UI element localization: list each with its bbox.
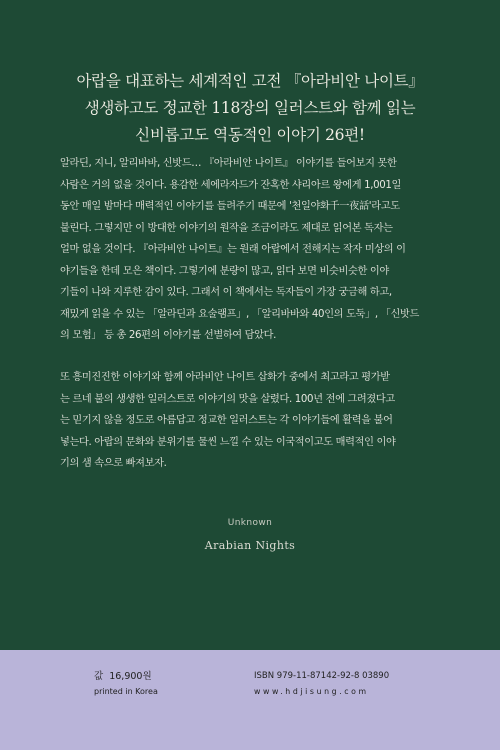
paragraph-line: 는 르네 불의 생생한 일러스트로 이야기의 맛을 살렸다. 100년 전에 그려졌다고: [60, 393, 395, 405]
headline-line-1: 아랍을 대표하는 세계적인 고전 『아라비안 나이트』: [76, 72, 424, 90]
paragraph-line: 기들이 나와 지루한 감이 있다. 그래서 이 책에서는 독자들이 가장 궁금해 하고,: [60, 287, 392, 298]
price-label: 값: [94, 671, 104, 682]
price-value: 16,900원: [109, 671, 152, 682]
paragraph-line: 는 믿기지 않을 정도로 아름답고 정교한 일러스트는 각 이야기들에 활력을 불어: [60, 415, 393, 426]
description-paragraph-2: [60, 367, 440, 475]
headline-line-3: 신비롭고도 역동적인 이야기 26편!: [135, 126, 365, 144]
paragraph-line: 넣는다. 아랍의 문화와 분위기를 물씬 느낄 수 있는 이국적이고도 매력적인 이야: [60, 436, 396, 448]
printed-in-korea: printed in Korea: [94, 687, 158, 696]
paragraph-line: 알라딘, 지니, 알리바바, 신밧드… 『아라비안 나이트』 이야기를 들어보지 못한: [60, 158, 397, 169]
paragraph-line: 불린다. 그렇지만 이 방대한 이야기의 원작을 조금이라도 제대로 읽어본 독자는: [60, 222, 393, 234]
author-name: Unknown: [227, 518, 273, 528]
publisher-url: www.hdjisung.com: [254, 687, 369, 696]
footer-band: [0, 650, 500, 750]
isbn-block: [254, 668, 389, 700]
paragraph-line: 동안 매일 밤마다 매력적인 이야기를 들려주기 때문에 '천일야화千一夜話'라고도: [60, 201, 400, 212]
headline-line-2: 생생하고도 정교한 118장의 일러스트와 함께 읽는: [84, 99, 416, 117]
paragraph-line: 사람은 거의 없을 것이다. 용감한 세에라자드가 잔혹한 샤리아르 왕에게 1,001일: [60, 179, 402, 191]
original-title: Arabian Nights: [204, 539, 296, 552]
isbn-number: ISBN 979-11-87142-92-8 03890: [254, 671, 390, 681]
paragraph-line: 얼마 없을 것이다. 『아라비안 나이트』는 원래 아랍에서 전해지는 작자 미상의 이: [60, 244, 406, 255]
description-paragraph-1: [60, 153, 440, 347]
paragraph-line: 야기들을 한데 모은 책이다. 그렇기에 분량이 많고, 읽다 보면 비슷비슷한 이야: [60, 265, 389, 277]
paragraph-line: 의 모험」 등 총 26편의 이야기를 선별하여 담았다.: [60, 330, 277, 341]
price-block: [94, 669, 158, 699]
paragraph-line: 재밌게 읽을 수 있는 「알라딘과 요술램프」, 「알리바바와 40인의 도둑」, 「신밧드: [60, 308, 419, 320]
paragraph-line: 또 흥미진진한 이야기와 함께 아라비안 나이트 삽화가 중에서 최고라고 평가받: [60, 372, 390, 383]
headline: [0, 68, 500, 149]
paragraph-line: 기의 샘 속으로 빠져보자.: [60, 458, 167, 469]
